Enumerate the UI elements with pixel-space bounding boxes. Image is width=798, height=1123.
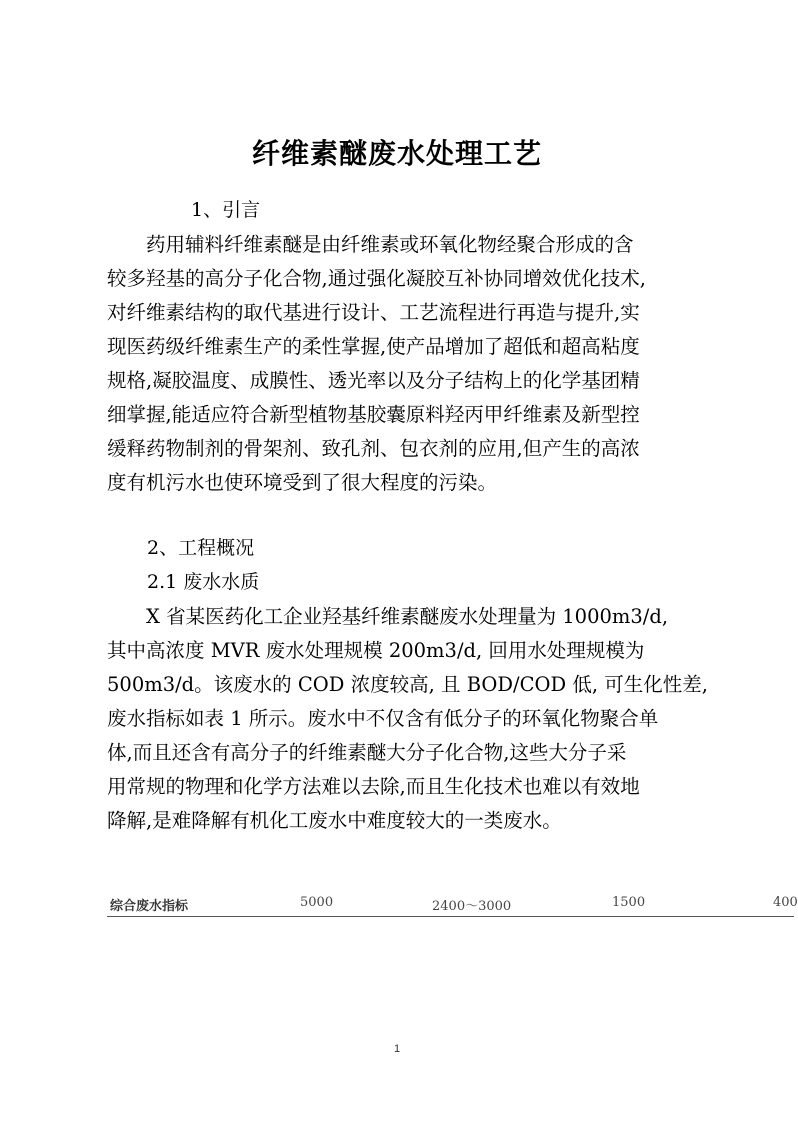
paragraph-line: 500m3/d。该废水的 COD 浓度较高, 且 BOD/COD 低, 可生化性差,	[107, 673, 708, 696]
paragraph-line: 其中高浓度 MVR 废水处理规模 200m3/d, 回用水处理规模为	[107, 639, 645, 662]
table-row-label: 综合废水指标	[110, 899, 189, 914]
table-bottom-rule	[107, 916, 794, 917]
section-heading-intro: 1、引言	[191, 199, 261, 221]
section-heading-water-quality: 2.1 废水水质	[147, 571, 260, 593]
paragraph-line: 缓释药物制剂的骨架剂、致孔剂、包衣剂的应用,但产生的高浓	[107, 437, 640, 460]
paragraph-line: 度有机污水也使环境受到了很大程度的污染。	[107, 471, 498, 494]
document-title: 纤维素醚废水处理工艺	[251, 137, 542, 170]
paragraph-line: X 省某医药化工企业羟基纤维素醚废水处理量为 1000m3/d,	[107, 605, 669, 628]
paragraph-line: 废水指标如表 1 所示。废水中不仅含有低分子的环氧化物聚合单	[107, 707, 659, 730]
paragraph-line: 规格,凝胶温度、成膜性、透光率以及分子结构上的化学基团精	[107, 369, 640, 392]
paragraph-line: 细掌握,能适应符合新型植物基胶囊原料羟丙甲纤维素及新型控	[107, 403, 640, 426]
table-cell: 2400～3000	[432, 899, 512, 914]
table-cell: 400	[773, 895, 798, 910]
paragraph-line: 用常规的物理和化学方法难以去除,而且生化技术也难以有效地	[107, 775, 640, 798]
table-row	[107, 892, 798, 918]
table-cell: 5000	[300, 895, 334, 910]
water-quality-paragraph	[107, 600, 707, 838]
paragraph-line: 较多羟基的高分子化合物,通过强化凝胶互补协同增效优化技术,	[107, 267, 646, 290]
paragraph-line: 现医药级纤维素生产的柔性掌握,使产品增加了超低和超高粘度	[107, 335, 640, 358]
page-number: 1	[393, 1043, 401, 1055]
intro-paragraph	[107, 228, 707, 500]
section-heading-overview: 2、工程概况	[147, 537, 255, 559]
paragraph-line: 对纤维素结构的取代基进行设计、工艺流程进行再造与提升,实	[107, 301, 640, 324]
table-cell: 1500	[612, 895, 646, 910]
paragraph-line: 降解,是难降解有机化工废水中难度较大的一类废水。	[107, 809, 562, 832]
paragraph-line: 体,而且还含有高分子的纤维素醚大分子化合物,这些大分子采	[107, 741, 627, 764]
paragraph-line: 药用辅料纤维素醚是由纤维素或环氧化物经聚合形成的含	[107, 233, 634, 256]
